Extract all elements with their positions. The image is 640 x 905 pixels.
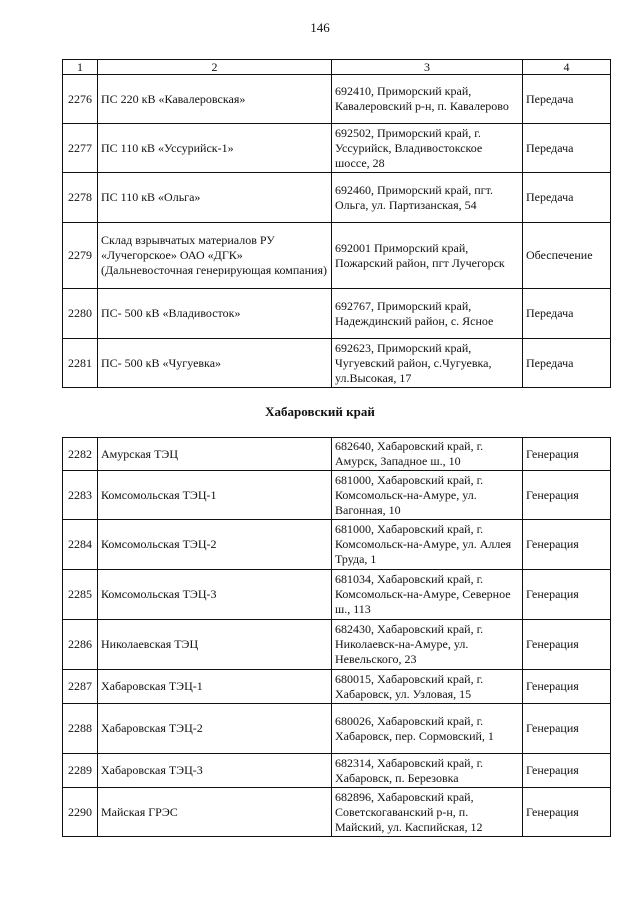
facility-address: 692460, Приморский край, пгт. Ольга, ул. Партизанская, 54 [332, 173, 523, 223]
facility-name: Амурская ТЭЦ [98, 438, 332, 471]
row-number: 2284 [63, 520, 98, 570]
column-header-3: 3 [332, 60, 523, 75]
row-number: 2288 [63, 704, 98, 754]
row-number: 2287 [63, 670, 98, 704]
facility-address: 692410, Приморский край, Кавалеровский р-н, п. Кавалерово [332, 75, 523, 124]
table-row [63, 339, 611, 388]
facility-address: 682430, Хабаровский край, г. Николаевск-на-Амуре, ул. Невельского, 23 [332, 620, 523, 670]
row-number: 2289 [63, 754, 98, 788]
facility-name: Хабаровская ТЭЦ-3 [98, 754, 332, 788]
table-header-row [63, 60, 611, 75]
facility-address: 692001 Приморский край, Пожарский район, пгт Лучегорск [332, 223, 523, 289]
facility-function: Генерация [523, 570, 611, 620]
facility-address: 692623, Приморский край, Чугуевский район, с.Чугуевка, ул.Высокая, 17 [332, 339, 523, 388]
row-number: 2279 [63, 223, 98, 289]
facility-function: Генерация [523, 670, 611, 704]
table-row [63, 754, 611, 788]
row-number: 2277 [63, 124, 98, 173]
facility-address: 681000, Хабаровский край, г. Комсомольск-на-Амуре, ул. Вагонная, 10 [332, 471, 523, 520]
row-number: 2283 [63, 471, 98, 520]
facility-name: ПС 110 кВ «Уссурийск-1» [98, 124, 332, 173]
facility-address: 681034, Хабаровский край, г. Комсомольск-на-Амуре, Северное ш., 113 [332, 570, 523, 620]
facility-function: Генерация [523, 438, 611, 471]
row-number: 2280 [63, 289, 98, 339]
table-row [63, 704, 611, 754]
table-row [63, 788, 611, 837]
facility-function: Передача [523, 124, 611, 173]
column-header-1: 1 [63, 60, 98, 75]
facilities-table-khabarovsk [62, 437, 611, 837]
facility-name: ПС- 500 кВ «Чугуевка» [98, 339, 332, 388]
facility-address: 680015, Хабаровский край, г. Хабаровск, ул. Узловая, 15 [332, 670, 523, 704]
table-row [63, 75, 611, 124]
facility-function: Передача [523, 173, 611, 223]
row-number: 2281 [63, 339, 98, 388]
table-row [63, 124, 611, 173]
table-row [63, 520, 611, 570]
facilities-table-primorsky [62, 59, 611, 388]
facility-name: Комсомольская ТЭЦ-1 [98, 471, 332, 520]
facility-function: Генерация [523, 754, 611, 788]
facility-name: Майская ГРЭС [98, 788, 332, 837]
facility-name: Комсомольская ТЭЦ-2 [98, 520, 332, 570]
facility-address: 682640, Хабаровский край, г. Амурск, Западное ш., 10 [332, 438, 523, 471]
facility-name: Комсомольская ТЭЦ-3 [98, 570, 332, 620]
facility-function: Обеспечение [523, 223, 611, 289]
facility-name: ПС 110 кВ «Ольга» [98, 173, 332, 223]
row-number: 2276 [63, 75, 98, 124]
row-number: 2278 [63, 173, 98, 223]
facility-address: 692767, Приморский край, Надеждинский район, с. Ясное [332, 289, 523, 339]
facility-name: Хабаровская ТЭЦ-1 [98, 670, 332, 704]
facility-name: Склад взрывчатых материалов РУ «Лучегорское» ОАО «ДГК» (Дальневосточная генерирующая компания) [98, 223, 332, 289]
table-row [63, 173, 611, 223]
facility-address: 680026, Хабаровский край, г. Хабаровск, пер. Сормовский, 1 [332, 704, 523, 754]
table-row [63, 223, 611, 289]
table-row [63, 438, 611, 471]
facility-address: 692502, Приморский край, г. Уссурийск, Владивостокское шоссе, 28 [332, 124, 523, 173]
region-heading: Хабаровский край [265, 404, 375, 419]
row-number: 2290 [63, 788, 98, 837]
facility-function: Передача [523, 289, 611, 339]
table-row [63, 620, 611, 670]
facility-function: Генерация [523, 471, 611, 520]
facility-name: ПС 220 кВ «Кавалеровская» [98, 75, 332, 124]
facility-function: Генерация [523, 788, 611, 837]
facility-function: Генерация [523, 620, 611, 670]
row-number: 2285 [63, 570, 98, 620]
facility-address: 682314, Хабаровский край, г. Хабаровск, п. Березовка [332, 754, 523, 788]
facility-function: Генерация [523, 704, 611, 754]
row-number: 2286 [63, 620, 98, 670]
table-row [63, 289, 611, 339]
facility-address: 681000, Хабаровский край, г. Комсомольск-на-Амуре, ул. Аллея Труда, 1 [332, 520, 523, 570]
facility-name: Хабаровская ТЭЦ-2 [98, 704, 332, 754]
column-header-4: 4 [523, 60, 611, 75]
column-header-2: 2 [98, 60, 332, 75]
facility-function: Передача [523, 75, 611, 124]
row-number: 2282 [63, 438, 98, 471]
facility-name: Николаевская ТЭЦ [98, 620, 332, 670]
table-row [63, 570, 611, 620]
table-row [63, 670, 611, 704]
facility-function: Генерация [523, 520, 611, 570]
table-row [63, 471, 611, 520]
facility-function: Передача [523, 339, 611, 388]
page-number: 146 [310, 20, 330, 35]
facility-address: 682896, Хабаровский край, Советскогаванский р-н, п. Майский, ул. Каспийская, 12 [332, 788, 523, 837]
facility-name: ПС- 500 кВ «Владивосток» [98, 289, 332, 339]
